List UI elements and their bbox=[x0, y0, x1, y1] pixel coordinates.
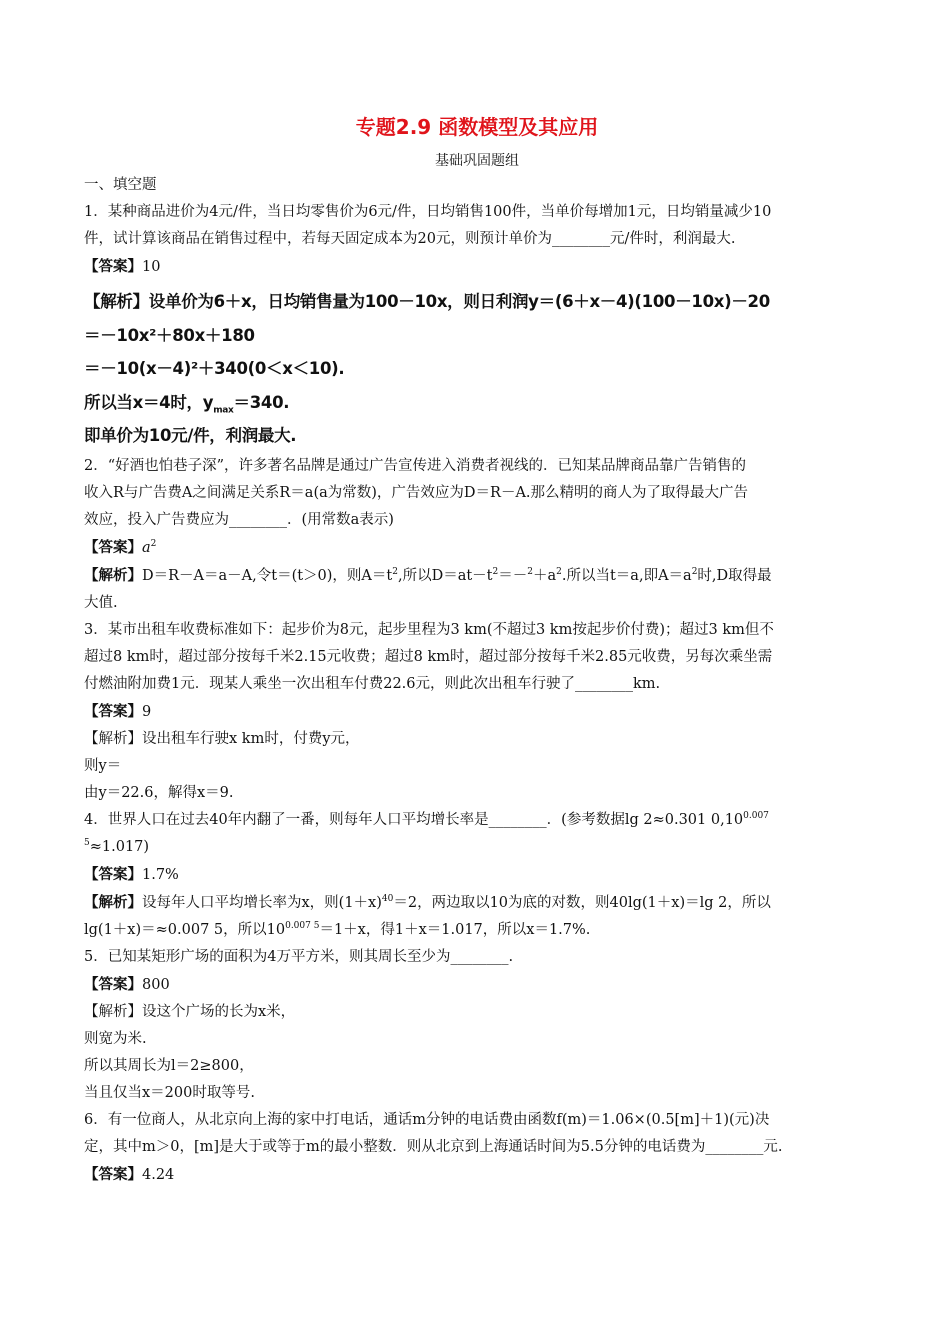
exponent: 2 bbox=[392, 566, 398, 577]
answer-value: 10 bbox=[142, 259, 161, 275]
question-1-line-1: 1．某种商品进价为4元/件，当日均零售价为6元/件，日均销售100件，当单价每增加1元，日均销量减少10 bbox=[84, 204, 772, 220]
solution-tag: 【解析】 bbox=[84, 566, 142, 584]
question-4-line-1 bbox=[84, 807, 870, 834]
question-4-line-2 bbox=[84, 834, 870, 861]
question-5-solution-line-1: 【解析】设这个广场的长为x米， bbox=[84, 1003, 296, 1020]
exponent: 2 bbox=[691, 566, 698, 577]
question-3-line-2: 超过8 km时，超过部分按每千米2.15元收费；超过8 km时，超过部分按每千米2.85元收费，另每次乘坐需 bbox=[84, 648, 773, 665]
question-text: 4．世界人口在过去40年内翻了一番，则每年人口平均增长率是________．(参考数据lg 2≈0.301 0,10 bbox=[84, 811, 744, 828]
page-title: 专题2.9 函数模型及其应用 bbox=[355, 115, 599, 139]
question-4-solution-line-1 bbox=[84, 889, 870, 917]
question-6-answer bbox=[84, 1161, 870, 1189]
question-2-line-2: 收入R与广告费A之间满足关系R＝a(a为常数)，广告效应为D＝R－A.那么精明的商人为了取得最大广告 bbox=[84, 484, 749, 501]
question-6 bbox=[84, 1107, 870, 1189]
question-1-solution bbox=[84, 285, 870, 453]
exponent: 40 bbox=[381, 893, 394, 904]
answer-value: 9 bbox=[142, 703, 152, 720]
exponent: 0.007 bbox=[743, 810, 769, 821]
question-5-answer bbox=[84, 971, 870, 999]
answer-base: a bbox=[142, 539, 151, 556]
solution-line-3: ＝－10(x－4)²＋340(0＜x＜10). bbox=[84, 359, 345, 378]
question-1-line-2: 件，试计算该商品在销售过程中，若每天固定成本为20元，则预计单价为________元/件时，利润最大. bbox=[84, 231, 736, 247]
question-2-line-1: 2．“好酒也怕巷子深”，许多著名品牌是通过广告宣传进入消费者视线的．已知某品牌商品靠广告销售的 bbox=[84, 457, 747, 474]
exponent: 5 bbox=[84, 837, 90, 848]
answer-exponent: 2 bbox=[150, 538, 157, 549]
answer-tag: 【答案】 bbox=[84, 975, 142, 993]
question-2 bbox=[84, 453, 870, 617]
solution-segment: ＝－ bbox=[498, 567, 528, 584]
question-5-solution-line-2: 则宽为米. bbox=[84, 1030, 147, 1047]
question-2-solution-line-1 bbox=[84, 562, 870, 590]
question-3-line-1: 3．某市出租车收费标准如下：起步价为8元，起步里程为3 km(不超过3 km按起步价付费)；超过3 km但不 bbox=[84, 621, 774, 638]
solution-segment: ＝2，两边取以10为底的对数，则40lg(1＋x)＝lg 2，所以 bbox=[393, 894, 771, 911]
question-5-solution-line-4: 当且仅当x＝200时取等号. bbox=[84, 1084, 255, 1101]
exponent: 2 bbox=[492, 566, 499, 577]
question-2-answer bbox=[84, 534, 870, 562]
question-2-line-3: 效应，投入广告费应为________．(用常数a表示) bbox=[84, 511, 394, 528]
exponent: 2 bbox=[556, 566, 562, 577]
answer-value: 4.24 bbox=[142, 1166, 175, 1183]
question-3-solution-line-2: 则y＝ bbox=[84, 757, 122, 774]
question-4 bbox=[84, 807, 870, 944]
solution-segment: ＝1＋x，得1＋x＝1.017，所以x＝1.7%. bbox=[319, 921, 591, 938]
solution-line-5: 即单价为10元/件，利润最大. bbox=[84, 426, 297, 445]
question-5-solution-line-3: 所以其周长为l＝2≥800， bbox=[84, 1057, 254, 1074]
answer-tag: 【答案】 bbox=[84, 702, 142, 720]
question-1-answer bbox=[84, 253, 870, 281]
solution-line-1: 【解析】设单价为6＋x，日均销售量为100－10x，则日利润y＝(6＋x－4)(100－10x)－20 bbox=[84, 292, 770, 311]
answer-value: 800 bbox=[142, 976, 170, 993]
question-3-solution-line-3: 由y＝22.6，解得x＝9. bbox=[84, 784, 234, 801]
solution-segment: D＝R－A＝a－A,令t＝(t＞0)，则A＝t bbox=[142, 567, 393, 584]
answer-tag: 【答案】 bbox=[84, 1165, 142, 1183]
solution-segment: ＋a bbox=[532, 567, 557, 584]
solution-line-2: ＝－10x²＋80x＋180 bbox=[84, 325, 255, 345]
solution-segment: 设每年人口平均增长率为x，则(1＋x) bbox=[142, 894, 382, 911]
solution-line-4-value: ＝340. bbox=[233, 392, 290, 412]
answer-value: 1.7% bbox=[142, 866, 179, 883]
question-3-answer bbox=[84, 698, 870, 726]
solution-segment: lg(1＋x)＝≈0.007 5，所以10 bbox=[84, 921, 286, 938]
question-2-solution-line-2: 大值. bbox=[84, 594, 118, 611]
solution-segment: ,所以D＝at－t bbox=[397, 567, 493, 584]
document-page bbox=[84, 112, 870, 1189]
question-3-solution-line-1: 【解析】设出租车行驶x km时，付费y元， bbox=[84, 730, 360, 747]
solution-line-4-text: 所以当x＝4时，y bbox=[84, 392, 214, 412]
exponent: 2 bbox=[527, 566, 533, 577]
answer-tag: 【答案】 bbox=[84, 258, 142, 275]
solution-line-4 bbox=[84, 386, 870, 420]
exponent: 0.007 5 bbox=[285, 920, 320, 931]
question-6-line-2: 定，其中m＞0，[m]是大于或等于m的最小整数．则从北京到上海通话时间为5.5分钟的电话费为________元. bbox=[84, 1138, 783, 1155]
question-3 bbox=[84, 617, 870, 807]
section-heading: 一、填空题 bbox=[84, 177, 157, 193]
question-5-line-1: 5．已知某矩形广场的面积为4万平方米，则其周长至少为________. bbox=[84, 948, 514, 965]
question-4-solution-line-2 bbox=[84, 917, 870, 944]
answer-tag: 【答案】 bbox=[84, 538, 142, 556]
question-1 bbox=[84, 199, 870, 453]
question-6-line-1: 6．有一位商人，从北京向上海的家中打电话，通话m分钟的电话费由函数f(m)＝1.06×(0.5[m]＋1)(元)决 bbox=[84, 1111, 770, 1128]
question-3-line-3: 付燃油附加费1元．现某人乘坐一次出租车付费22.6元，则此次出租车行驶了________km. bbox=[84, 675, 661, 692]
solution-segment: 时,D取得最 bbox=[697, 567, 772, 584]
subscript-max: max bbox=[213, 404, 234, 415]
page-subtitle: 基础巩固题组 bbox=[435, 153, 519, 169]
answer-tag: 【答案】 bbox=[84, 865, 142, 883]
solution-segment: .所以当t＝a,即A＝a bbox=[561, 567, 692, 584]
solution-tag: 【解析】 bbox=[84, 893, 142, 911]
question-5 bbox=[84, 944, 870, 1107]
question-text: ≈1.017) bbox=[89, 838, 150, 855]
question-4-answer bbox=[84, 861, 870, 889]
